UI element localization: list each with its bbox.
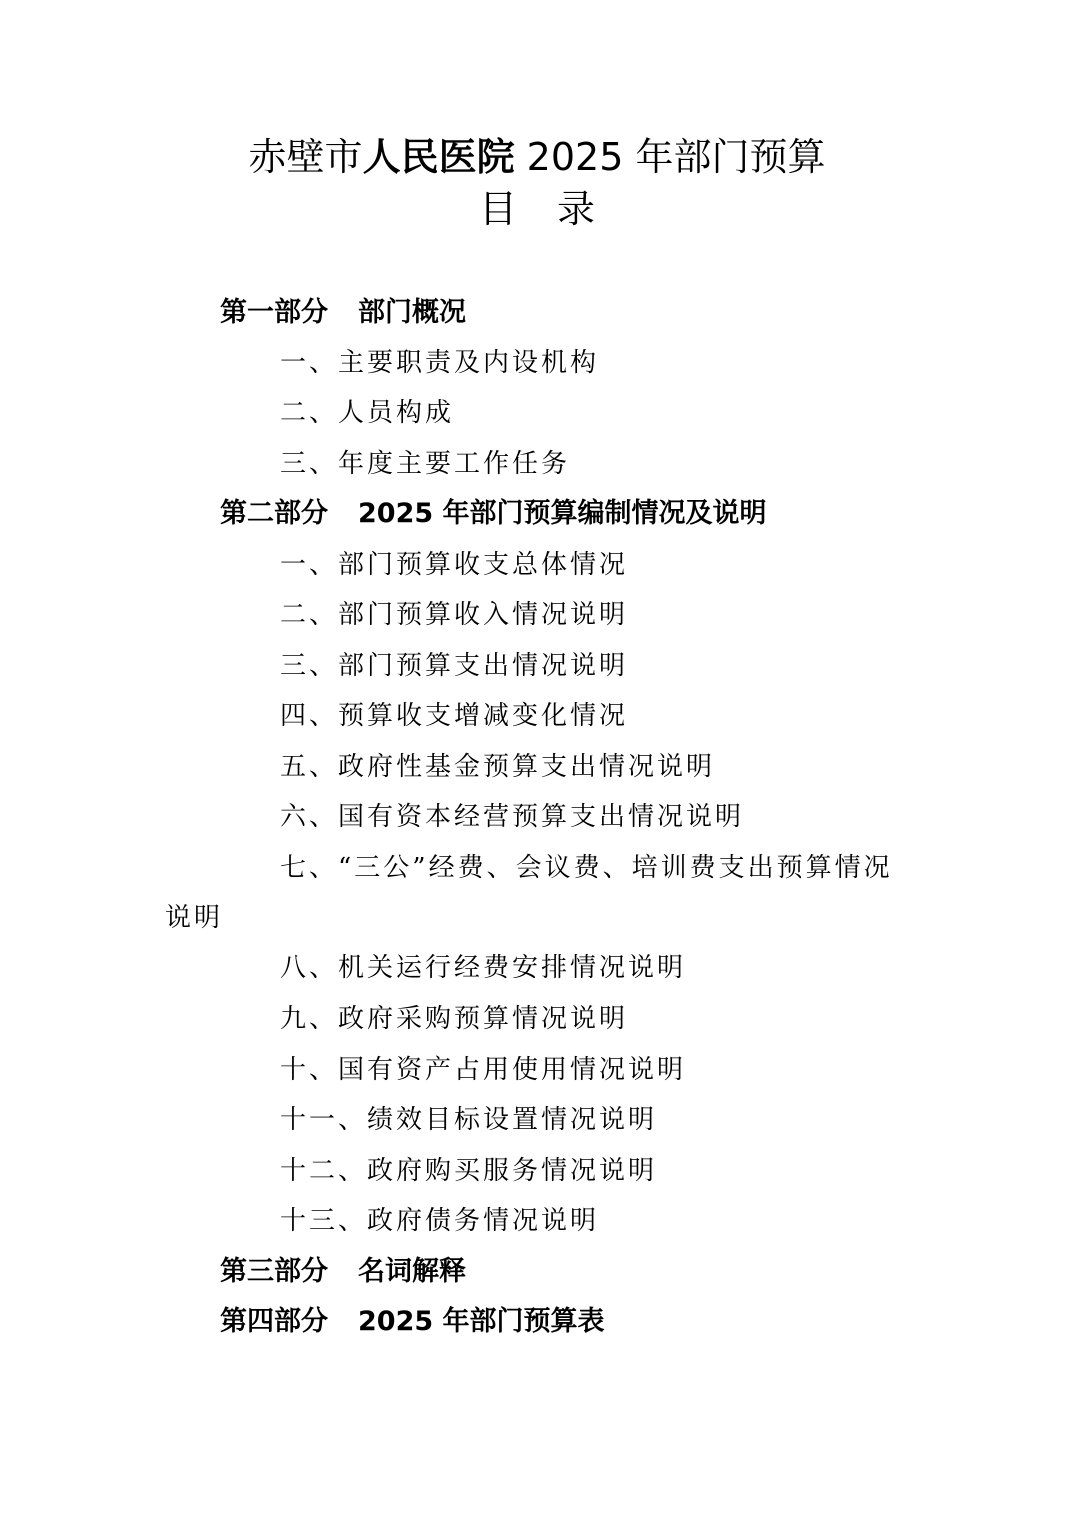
- toc-heading: 目录: [478, 187, 635, 231]
- toc-part-2: [220, 489, 1074, 539]
- part-title: 部门概况: [358, 297, 466, 328]
- toc-part-1: [220, 288, 1074, 338]
- toc-item: 一、部门预算收支总体情况: [280, 550, 629, 580]
- toc-item: 五、政府性基金预算支出情况说明: [280, 752, 716, 782]
- toc-item: 十二、政府购买服务情况说明: [280, 1156, 658, 1186]
- part-label: 第三部分: [220, 1256, 328, 1287]
- toc-part-3: [220, 1247, 1074, 1297]
- part-title: 名词解释: [358, 1256, 466, 1287]
- toc-item: 四、预算收支增减变化情况: [280, 701, 629, 731]
- part-label: 第二部分: [220, 498, 328, 529]
- toc-item: 二、人员构成: [280, 398, 455, 428]
- part-title: 2025 年部门预算表: [358, 1306, 605, 1337]
- toc-item: 三、部门预算支出情况说明: [280, 651, 629, 681]
- document-title: [0, 132, 1074, 182]
- title-org-name: 人民医院: [362, 135, 515, 179]
- title-suffix: 2025 年部门预算: [514, 135, 826, 179]
- toc-item: 十三、政府债务情况说明: [280, 1206, 600, 1236]
- toc-item: 十、国有资产占用使用情况说明: [280, 1055, 687, 1085]
- toc-item: 六、国有资本经营预算支出情况说明: [280, 802, 745, 832]
- toc-item: 二、部门预算收入情况说明: [280, 600, 629, 630]
- toc-item: 七、“三公”经费、会议费、培训费支出预算情况: [280, 853, 893, 883]
- part-title: 2025 年部门预算编制情况及说明: [358, 498, 767, 529]
- toc-item-continuation: 说明: [165, 903, 224, 933]
- toc-item: 一、主要职责及内设机构: [280, 348, 600, 378]
- toc-item: 三、年度主要工作任务: [280, 449, 571, 479]
- part-label: 第一部分: [220, 297, 328, 328]
- toc-item: 十一、绩效目标设置情况说明: [280, 1105, 658, 1135]
- title-prefix: 赤壁市: [248, 135, 363, 179]
- toc-item: 九、政府采购预算情况说明: [280, 1004, 629, 1034]
- part-label: 第四部分: [220, 1306, 328, 1337]
- toc-item: 八、机关运行经费安排情况说明: [280, 953, 687, 983]
- toc-part-4: [220, 1297, 1074, 1347]
